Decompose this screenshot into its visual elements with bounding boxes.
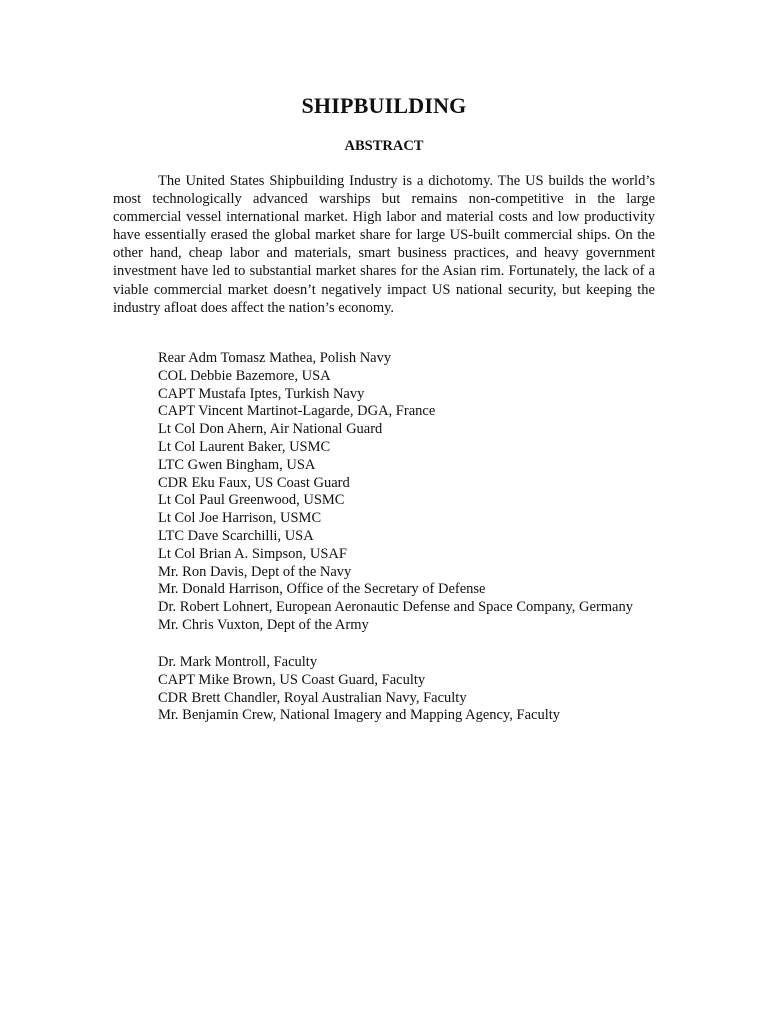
participant-item: LTC Gwen Bingham, USA	[158, 456, 316, 473]
participant-item: Lt Col Paul Greenwood, USMC	[158, 492, 345, 509]
participant-item: COL Debbie Bazemore, USA	[158, 367, 331, 384]
participant-item: Lt Col Laurent Baker, USMC	[158, 438, 331, 455]
participant-item: Mr. Ron Davis, Dept of the Navy	[158, 563, 352, 580]
faculty-item: CDR Brett Chandler, Royal Australian Navy, Faculty	[158, 689, 467, 706]
participant-item: CAPT Mustafa Iptes, Turkish Navy	[158, 385, 365, 402]
participants-list	[158, 350, 718, 635]
participant-item: CAPT Vincent Martinot-Lagarde, DGA, France	[158, 403, 436, 420]
faculty-list	[158, 654, 718, 725]
participant-item: Dr. Robert Lohnert, European Aeronautic Defense and Space Company, Germany	[158, 599, 633, 616]
document-title: SHIPBUILDING	[301, 93, 467, 118]
participant-item: CDR Eku Faux, US Coast Guard	[158, 474, 350, 491]
participant-item: Lt Col Joe Harrison, USMC	[158, 510, 322, 527]
participant-item: Mr. Chris Vuxton, Dept of the Army	[158, 616, 369, 633]
participant-item: Mr. Donald Harrison, Office of the Secretary of Defense	[158, 581, 486, 598]
participant-item: LTC Dave Scarchilli, USA	[158, 527, 314, 544]
abstract-paragraph: The United States Shipbuilding Industry is a dichotomy. The US builds the world’s most technologically advanced warships but remains non-competitive in the large commercial vessel international market. High labor and material costs and low productivity have essentially erased the global market share for large US-built commercial ships. On the other hand, cheap labor and materials, smart business practices, and heavy government investment have led to substantial market shares for the Asian rim. Fortunately, the lack of a viable commercial market doesn’t negatively impact US national security, but keeping the industry afloat does affect the nation’s economy.	[113, 173, 655, 316]
faculty-item: CAPT Mike Brown, US Coast Guard, Faculty	[158, 671, 426, 688]
participant-item: Rear Adm Tomasz Mathea, Polish Navy	[158, 350, 392, 366]
faculty-item: Mr. Benjamin Crew, National Imagery and Mapping Agency, Faculty	[158, 707, 561, 724]
faculty-item: Dr. Mark Montroll, Faculty	[158, 654, 318, 670]
abstract-heading: ABSTRACT	[344, 138, 424, 154]
participant-item: Lt Col Brian A. Simpson, USAF	[158, 545, 347, 562]
participant-item: Lt Col Don Ahern, Air National Guard	[158, 421, 383, 438]
